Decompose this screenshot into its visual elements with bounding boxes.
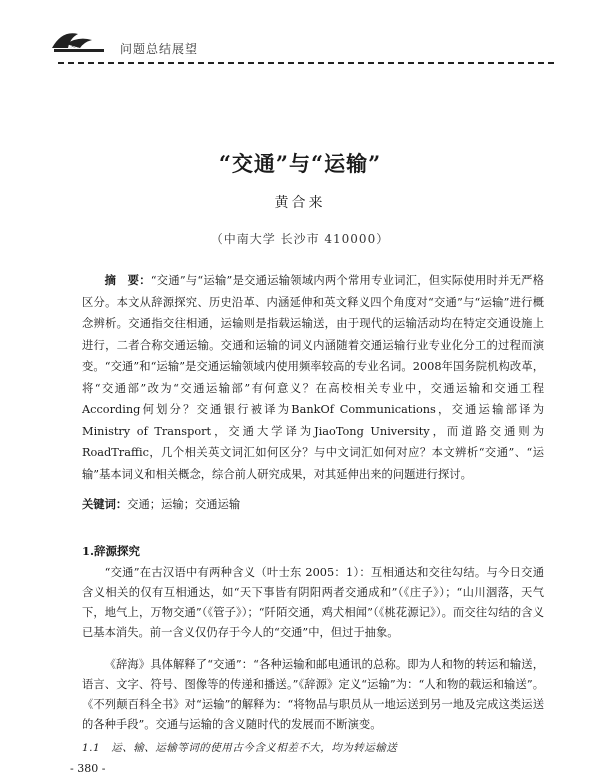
author-affiliation: （中南大学 长沙市 410000） (210, 232, 390, 246)
section-heading: 1.辞源探究 (82, 544, 141, 558)
header-divider (58, 62, 554, 64)
page-header (0, 0, 600, 72)
keywords-label: 关键词： (82, 497, 128, 511)
keywords-text: 交通；运输；交通运输 (127, 498, 241, 511)
svg-text:交通: 交通 (70, 43, 81, 49)
body-paragraph: 《辞海》具体解释了“交通”：“各种运输和邮电通讯的总称。即为人和物的转运和输送，语言、文字、符号、图像等的传递和播送。”《辞源》定义“运输”为：“人和物的载运和输送”。《不列颠百科全书》对“运输”的解释为：“将物品与职员从一地运送到另一地及完成这类运送的各种手段”。交通与运输的含义随时代的发展而不断演变。 (82, 658, 544, 731)
subsection-heading: 1.1 运、输、运输等词的使用古今含义相差不大，均为转运输送 (82, 742, 398, 754)
body-paragraph: “交通”在古汉语中有两种含义（叶士东 2005：1）：互相通达和交往勾结。与今日交通含义相关的仅有互相通达，如“天下事皆有阴阳两者交通成和”（《庄子》）；“山川涸落，天气下，地气上，万物交通”（《管子》）；“阡陌交通，鸡犬相闻”（《桃花源记》）。而交往勾结的含义已基本消失。前一含义仅仍存于今人的“交通”中，但过于抽象。 (82, 566, 544, 639)
article-author: 黄合来 (274, 195, 326, 211)
abstract (82, 270, 544, 485)
page-number: - 380 - (70, 762, 106, 775)
article-title: “交通”与“运输” (218, 151, 382, 176)
abstract-text: “交通”与“运输”是交通运输领域内两个常用专业词汇，但实际使用时并无严格区分。本文从辞源探究、历史沿革、内涵延伸和英文释义四个角度对“交通”与“运输”进行概念辨析。交通指交往相通，运输则是指载运输送，由于现代的运输活动均在特定交通设施上进行，二者合称交通运输。交通和运输的词义内涵随着交通运输行业专业化分工的过程而演变。“交通”和“运输”是交通运输领域内使用频率较高的专业名词。2008年国务院机构改革，将“交通部”改为“交通运输部”有何意义？在高校相关专业中，交通运输和交通工程According何划分？交通银行被译为BankOf Communications，交通运输部译为Ministry of Transport，交通大学译为JiaoTong University，而道路交通则为RoadTraffic，几个相关英文词汇如何区分？与中文词汇如何对应？本文辨析“交通”、“运输”基本词义和相关概念，综合前人研究成果，对其延伸出来的问题进行探讨。 (82, 274, 544, 481)
abstract-label: 摘 要： (104, 273, 151, 287)
keywords (82, 496, 544, 512)
header-title: 问题总结展望 (120, 42, 199, 56)
journal-logo-icon (48, 26, 110, 56)
